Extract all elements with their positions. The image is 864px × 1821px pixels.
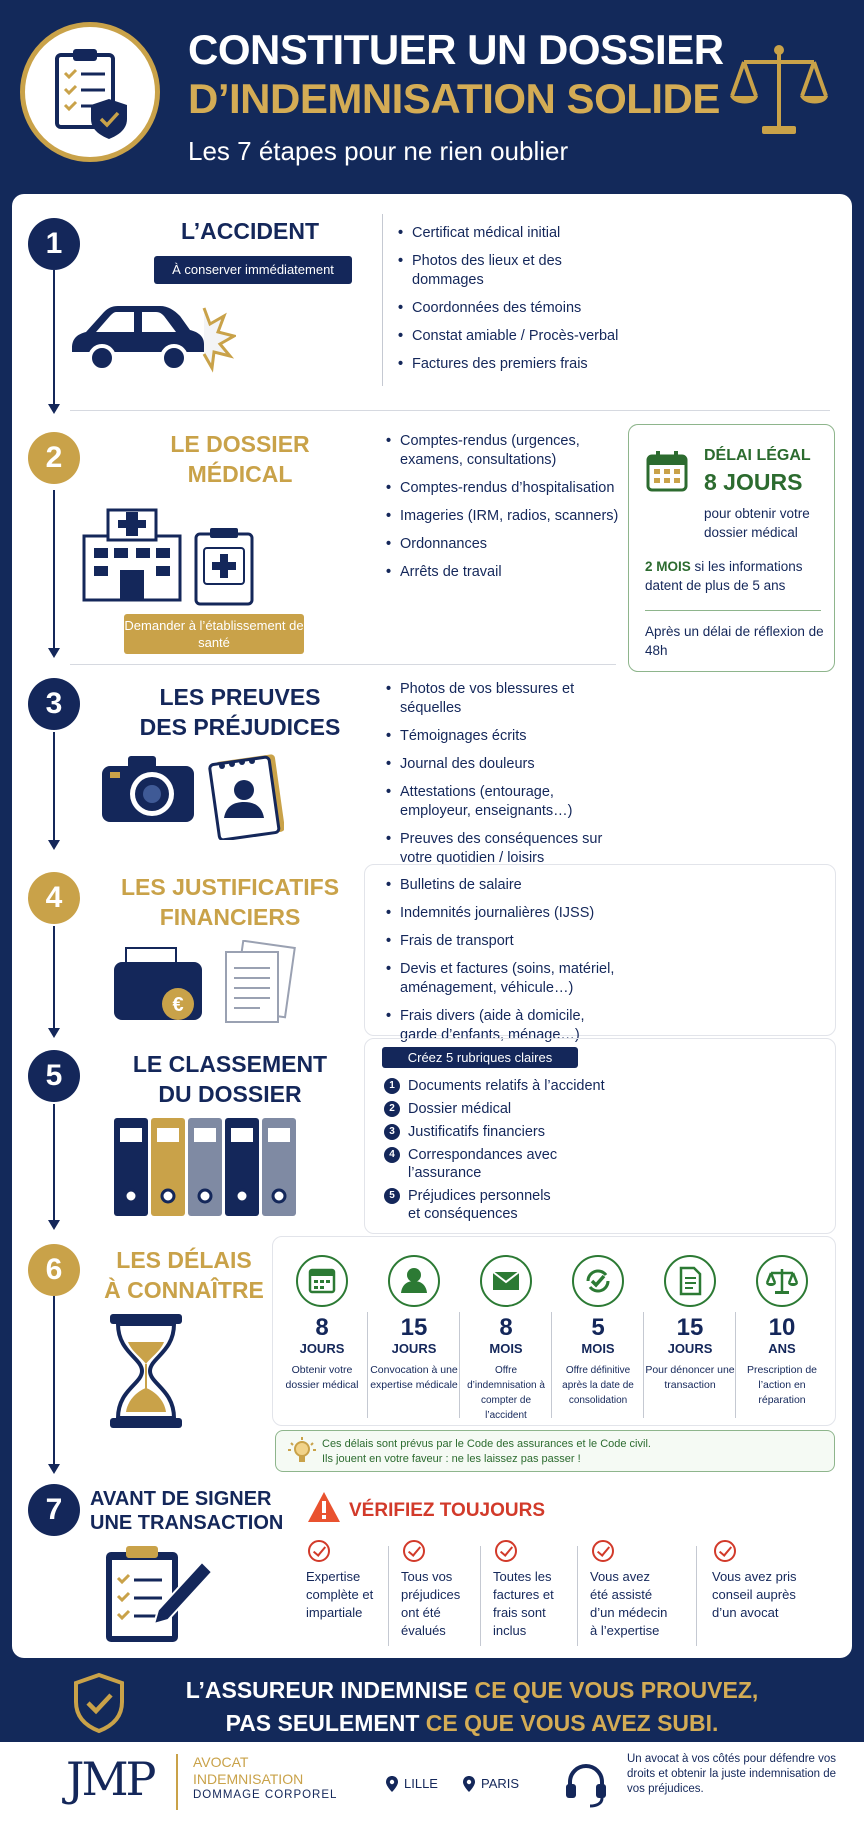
verify-separator bbox=[577, 1546, 578, 1646]
list-item-text: Préjudices personnels et conséquences bbox=[408, 1188, 551, 1222]
list-item bbox=[384, 1146, 574, 1182]
delay-item bbox=[644, 1255, 736, 1393]
footer-desc: Un avocat à vos côtés pour défendre vos droits et obtenir la juste indemnisation de vos préjudices. bbox=[627, 1753, 837, 1795]
delay-unit: JOURS bbox=[391, 1341, 437, 1356]
step-number-5: 5 bbox=[28, 1050, 80, 1102]
verify-item-text: Vous avez pris conseil auprès d’un avocat bbox=[712, 1569, 797, 1620]
list-item bbox=[384, 1187, 564, 1223]
list-number: 4 bbox=[384, 1147, 400, 1163]
list-item bbox=[384, 1100, 644, 1118]
binders-icon bbox=[112, 1114, 302, 1220]
step-4-list bbox=[384, 876, 624, 1054]
person-icon bbox=[388, 1255, 440, 1307]
step-badge: À conserver immédiatement bbox=[154, 256, 352, 284]
list-number: 1 bbox=[384, 1078, 400, 1094]
location-pin-icon bbox=[386, 1776, 398, 1792]
check-icon bbox=[403, 1540, 425, 1562]
verify-title: VÉRIFIEZ TOUJOURS bbox=[349, 1500, 546, 1521]
hospital-icon bbox=[80, 506, 260, 608]
check-icon bbox=[308, 1540, 330, 1562]
clipboard-pen-icon bbox=[100, 1542, 220, 1646]
delay-unit: JOURS bbox=[667, 1341, 713, 1356]
delay-tip-line1: Ces délais sont prévus par le Code des assurances et le Code civil. bbox=[322, 1438, 651, 1450]
list-item: • Preuves des conséquences sur votre quotidien / loisirs bbox=[384, 830, 624, 868]
arrow-down-icon bbox=[48, 648, 60, 658]
step-number-1: 1 bbox=[28, 218, 80, 270]
tagline-highlight: CE QUE VOUS PROUVEZ, bbox=[474, 1677, 759, 1703]
wallet-icon bbox=[112, 944, 206, 1024]
arrow-down-icon bbox=[48, 1028, 60, 1038]
legal-big-value: 8 JOURS bbox=[704, 469, 803, 495]
step-title: LE DOSSIER bbox=[170, 431, 310, 457]
step-1-list bbox=[396, 224, 626, 383]
delay-desc: Obtenir votre dossier médical bbox=[285, 1364, 359, 1391]
tagline-highlight: CE QUE VOUS AVEZ SUBI. bbox=[425, 1710, 719, 1736]
timeline-line bbox=[53, 490, 55, 648]
timeline-line bbox=[53, 270, 55, 404]
step-separator bbox=[382, 214, 383, 386]
step-title: AVANT DE SIGNER bbox=[90, 1488, 272, 1510]
step-title: LES DÉLAIS bbox=[116, 1247, 252, 1273]
document-icon bbox=[664, 1255, 716, 1307]
list-number: 2 bbox=[384, 1101, 400, 1117]
list-item: • Photos des lieux et des dommages bbox=[396, 252, 626, 290]
list-item: • Certificat médical initial bbox=[396, 224, 626, 243]
verify-item-text: Toutes les factures et frais sont inclus bbox=[493, 1569, 554, 1638]
step-number-2: 2 bbox=[28, 432, 80, 484]
step-title: LES JUSTIFICATIFS bbox=[120, 874, 340, 900]
bottom-tagline bbox=[0, 1674, 864, 1740]
list-item: • Frais divers (aide à domicile, garde d’enfants, ménage…) bbox=[384, 1007, 624, 1045]
list-item: • Journal des douleurs bbox=[384, 755, 624, 774]
arrow-down-icon bbox=[48, 1464, 60, 1474]
svg-text:€: € bbox=[172, 994, 184, 1016]
list-item: • Comptes-rendus d’hospitalisation bbox=[384, 479, 620, 498]
step-2-list bbox=[384, 432, 620, 591]
step-number-6: 6 bbox=[28, 1244, 80, 1296]
footer-divider bbox=[176, 1754, 178, 1810]
documents-icon bbox=[220, 940, 296, 1028]
check-icon bbox=[714, 1540, 736, 1562]
legal-after: Après un délai de réflexion de 48h bbox=[645, 624, 824, 658]
scales-icon bbox=[724, 36, 834, 146]
verify-item bbox=[590, 1540, 678, 1640]
header-logo bbox=[20, 22, 160, 162]
tagline-line1 bbox=[80, 1674, 864, 1707]
warning-icon bbox=[306, 1490, 342, 1524]
list-item: • Photos de vos blessures et séquelles bbox=[384, 680, 624, 718]
step-number-7: 7 bbox=[28, 1484, 80, 1536]
legal-separator bbox=[645, 610, 821, 611]
verify-item-text: Tous vos préjudices ont été évalués bbox=[401, 1569, 461, 1638]
legal-two-months-bold: 2 MOIS bbox=[645, 559, 691, 574]
clipboard-shield-icon bbox=[25, 27, 155, 157]
camera-icon bbox=[100, 752, 196, 824]
legal-two-months-text: si les informations datent de plus de 5 ans bbox=[645, 559, 803, 593]
list-item: • Factures des premiers frais bbox=[396, 355, 626, 374]
legal-two-months bbox=[645, 557, 825, 595]
verify-item bbox=[493, 1540, 581, 1640]
delay-tip-text bbox=[322, 1437, 651, 1467]
footer bbox=[0, 1742, 864, 1821]
timeline-line bbox=[53, 1296, 55, 1464]
list-item: • Frais de transport bbox=[384, 932, 624, 951]
check-icon bbox=[592, 1540, 614, 1562]
step-5-list bbox=[384, 1077, 644, 1228]
step-title: LES PREUVES bbox=[159, 684, 321, 710]
step-title: UNE TRANSACTION bbox=[90, 1512, 284, 1534]
tagline-line2 bbox=[80, 1707, 864, 1740]
step-badge: Créez 5 rubriques claires bbox=[382, 1047, 578, 1068]
lightbulb-icon bbox=[288, 1437, 316, 1467]
step-title: MÉDICAL bbox=[187, 461, 293, 487]
page-subtitle: Les 7 étapes pour ne rien oublier bbox=[188, 136, 569, 166]
list-item: • Témoignages écrits bbox=[384, 727, 624, 746]
list-item bbox=[384, 1123, 644, 1141]
section-divider bbox=[70, 664, 616, 665]
verify-separator bbox=[696, 1546, 697, 1646]
list-item: • Bulletins de salaire bbox=[384, 876, 624, 895]
car-crash-icon bbox=[66, 296, 236, 376]
section-divider bbox=[70, 410, 830, 411]
delay-desc: Prescription de l’action en réparation bbox=[746, 1364, 818, 1406]
footer-title bbox=[193, 1754, 303, 1788]
step-badge: Demander à l’établissement de santé bbox=[124, 614, 304, 654]
delay-value: 8 bbox=[499, 1314, 513, 1341]
headset-icon bbox=[562, 1760, 610, 1808]
legal-delay-box bbox=[628, 424, 835, 672]
list-item: • Devis et factures (soins, matériel, aménagement, véhicule…) bbox=[384, 960, 624, 998]
tagline-text: PAS SEULEMENT bbox=[225, 1710, 426, 1736]
page-title-line1: CONSTITUER UN DOSSIER bbox=[188, 26, 724, 73]
list-number: 3 bbox=[384, 1124, 400, 1140]
verify-item-text: Expertise complète et impartiale bbox=[306, 1569, 374, 1620]
delay-value: 15 bbox=[676, 1314, 704, 1341]
arrow-down-icon bbox=[48, 1220, 60, 1230]
delay-tip bbox=[275, 1430, 835, 1472]
calendar-icon bbox=[296, 1255, 348, 1307]
list-item: • Constat amiable / Procès-verbal bbox=[396, 327, 626, 346]
envelope-icon bbox=[480, 1255, 532, 1307]
step-3-list bbox=[384, 680, 624, 877]
delay-tip-line2: Ils jouent en votre faveur : ne les laissez pas passer ! bbox=[322, 1453, 581, 1465]
delay-desc: Pour dénoncer une transaction bbox=[645, 1364, 735, 1391]
delay-value: 15 bbox=[400, 1314, 428, 1341]
list-item-text: Dossier médical bbox=[408, 1101, 512, 1117]
legal-desc: pour obtenir votre dossier médical bbox=[704, 506, 810, 540]
delay-item bbox=[276, 1255, 368, 1393]
footer-line3: DOMMAGE CORPOREL bbox=[193, 1789, 338, 1801]
calendar-icon bbox=[645, 449, 689, 493]
verify-separator bbox=[388, 1546, 389, 1646]
footer-line2: INDEMNISATION bbox=[193, 1771, 304, 1787]
verify-item-text: Vous avez été assisté d’un médecin à l’expertise bbox=[590, 1569, 668, 1638]
delay-item bbox=[368, 1255, 460, 1393]
check-cycle-icon bbox=[572, 1255, 624, 1307]
step-title: À CONNAÎTRE bbox=[104, 1277, 264, 1303]
verify-item bbox=[306, 1540, 394, 1622]
timeline-line bbox=[53, 732, 55, 840]
check-icon bbox=[495, 1540, 517, 1562]
photo-album-icon bbox=[208, 752, 284, 840]
list-item: • Indemnités journalières (IJSS) bbox=[384, 904, 624, 923]
verify-item bbox=[712, 1540, 822, 1622]
list-item-text: Correspondances avec l’assurance bbox=[408, 1147, 558, 1181]
delay-value: 8 bbox=[315, 1314, 329, 1341]
location-pin-icon bbox=[463, 1776, 475, 1792]
delay-value: 5 bbox=[591, 1314, 605, 1341]
delay-desc: Convocation à une expertise médicale bbox=[370, 1364, 458, 1391]
list-item: • Comptes-rendus (urgences, examens, consultations) bbox=[384, 432, 620, 470]
step-title: FINANCIERS bbox=[159, 904, 301, 930]
arrow-down-icon bbox=[48, 404, 60, 414]
tagline-text: L’ASSUREUR INDEMNISE bbox=[185, 1677, 475, 1703]
page-title-line2: D’INDEMNISATION SOLIDE bbox=[188, 75, 720, 122]
step-title: LE CLASSEMENT bbox=[132, 1051, 328, 1077]
list-item-text: Documents relatifs à l’accident bbox=[408, 1078, 605, 1094]
delay-unit: MOIS bbox=[581, 1341, 615, 1356]
delay-desc: Offre définitive après la date de consolidation bbox=[562, 1365, 634, 1406]
step-number-3: 3 bbox=[28, 678, 80, 730]
step-title: L’ACCIDENT bbox=[181, 218, 319, 244]
list-item: • Attestations (entourage, employeur, enseignants…) bbox=[384, 783, 624, 821]
list-item: • Ordonnances bbox=[384, 535, 620, 554]
list-item: • Coordonnées des témoins bbox=[396, 299, 626, 318]
step-title: DES PRÉJUDICES bbox=[139, 714, 341, 740]
delay-value: 10 bbox=[768, 1314, 796, 1341]
delay-desc: Offre d’indemnisation à compter de l’accident bbox=[467, 1365, 545, 1421]
footer-line1: AVOCAT bbox=[193, 1754, 249, 1770]
legal-title: DÉLAI LÉGAL bbox=[704, 447, 811, 464]
verify-separator bbox=[480, 1546, 481, 1646]
scales-icon bbox=[756, 1255, 808, 1307]
city-lille: LILLE bbox=[404, 1776, 438, 1791]
verify-item bbox=[401, 1540, 489, 1640]
list-item: • Arrêts de travail bbox=[384, 563, 620, 582]
delay-unit: JOURS bbox=[299, 1341, 345, 1356]
delay-item bbox=[736, 1255, 828, 1408]
list-number: 5 bbox=[384, 1188, 400, 1204]
step-number-4: 4 bbox=[28, 872, 80, 924]
delay-item bbox=[460, 1255, 552, 1423]
delay-unit: ANS bbox=[768, 1341, 796, 1356]
city-paris: PARIS bbox=[481, 1776, 520, 1791]
step-title: DU DOSSIER bbox=[158, 1081, 302, 1107]
list-item bbox=[384, 1077, 644, 1095]
delay-unit: MOIS bbox=[489, 1341, 523, 1356]
hourglass-icon bbox=[106, 1312, 186, 1430]
timeline-line bbox=[53, 1104, 55, 1220]
delay-item bbox=[552, 1255, 644, 1408]
list-item-text: Justificatifs financiers bbox=[408, 1124, 545, 1140]
timeline-line bbox=[53, 926, 55, 1028]
jmp-logo: JMP bbox=[66, 1752, 154, 1806]
list-item: • Imageries (IRM, radios, scanners) bbox=[384, 507, 620, 526]
arrow-down-icon bbox=[48, 840, 60, 850]
